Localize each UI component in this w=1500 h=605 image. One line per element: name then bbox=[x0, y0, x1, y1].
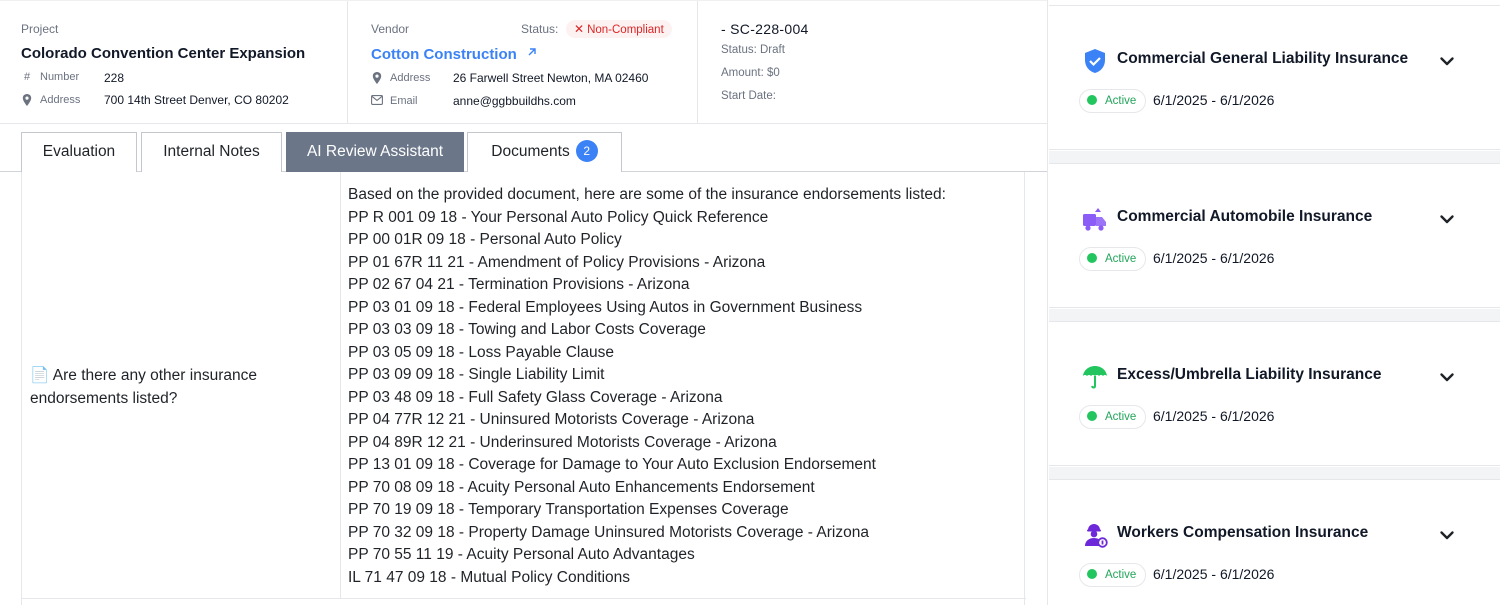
location-pin-icon bbox=[21, 94, 33, 109]
tab-documents[interactable] bbox=[467, 132, 622, 172]
question-cell bbox=[22, 172, 341, 598]
status-badge bbox=[1079, 247, 1146, 271]
tab-evaluation[interactable] bbox=[21, 132, 137, 172]
umbrella-icon bbox=[1081, 363, 1109, 391]
chevron-down-icon[interactable] bbox=[1438, 368, 1456, 386]
endorsement-line: PP 70 32 09 18 - Property Damage Uninsured Motorists Coverage - Arizona bbox=[348, 523, 869, 541]
card-gap bbox=[1049, 467, 1500, 479]
tab-label: Documents bbox=[491, 143, 570, 160]
chevron-down-icon[interactable] bbox=[1438, 210, 1456, 228]
endorsement-line: PP 03 09 09 18 - Single Liability Limit bbox=[348, 366, 605, 383]
shield-icon bbox=[1081, 47, 1109, 75]
details-header bbox=[0, 0, 1048, 124]
status-dot-icon bbox=[1087, 95, 1097, 105]
status-text: Active bbox=[1105, 253, 1137, 265]
insurance-card[interactable] bbox=[1049, 163, 1500, 308]
status-text: Active bbox=[1105, 569, 1137, 581]
endorsement-line: PP 03 01 09 18 - Federal Employees Using Autos in Government Business bbox=[348, 298, 863, 316]
endorsement-line: PP R 001 09 18 - Your Personal Auto Policy Quick Reference bbox=[348, 208, 769, 226]
truck-icon bbox=[1081, 205, 1109, 233]
endorsement-line: PP 03 05 09 18 - Loss Payable Clause bbox=[348, 343, 614, 361]
vendor-details bbox=[348, 1, 698, 124]
project-section-label: Project bbox=[21, 22, 59, 36]
vendor-section-label: Vendor bbox=[371, 22, 410, 36]
row-divider bbox=[22, 598, 1026, 599]
vendor-address-label: Address bbox=[390, 72, 431, 84]
x-icon: ✕ bbox=[574, 22, 585, 36]
external-link-icon[interactable] bbox=[526, 45, 538, 61]
envelope-icon bbox=[371, 95, 383, 108]
endorsement-line: PP 04 89R 12 21 - Underinsured Motorists Coverage - Arizona bbox=[348, 433, 777, 451]
question-text: Are there any other insurance endorsements listed? bbox=[30, 367, 257, 407]
vendor-address: 26 Farwell Street Newton, MA 02460 bbox=[453, 71, 649, 85]
endorsement-line: IL 71 47 09 18 - Mutual Policy Conditions bbox=[348, 568, 631, 586]
subcontract-status: Status: Draft bbox=[721, 44, 785, 56]
status-text: Active bbox=[1105, 95, 1137, 107]
card-gap bbox=[1049, 309, 1500, 321]
chevron-down-icon[interactable] bbox=[1438, 526, 1456, 544]
compliance-status-text: Non-Compliant bbox=[587, 24, 664, 36]
hash-icon: # bbox=[23, 71, 31, 83]
document-icon: 📄 bbox=[30, 367, 50, 384]
subcontract-start-date: Start Date: bbox=[721, 90, 776, 102]
insurance-title: Excess/Umbrella Liability Insurance bbox=[1117, 366, 1382, 383]
endorsement-line: PP 70 55 11 19 - Acuity Personal Auto Advantages bbox=[348, 546, 695, 563]
worker-icon bbox=[1081, 521, 1109, 549]
project-details bbox=[0, 1, 348, 124]
endorsement-line: PP 13 01 09 18 - Coverage for Damage to Your Auto Exclusion Endorsement bbox=[348, 456, 876, 473]
endorsement-line: PP 00 01R 09 18 - Personal Auto Policy bbox=[348, 231, 622, 248]
policy-date-range: 6/1/2025 - 6/1/2026 bbox=[1153, 250, 1275, 266]
vendor-status-label: Status: bbox=[521, 22, 559, 36]
tab-ai-review-assistant[interactable] bbox=[286, 132, 464, 172]
endorsement-line: PP 04 77R 12 21 - Uninsured Motorists Coverage - Arizona bbox=[348, 411, 755, 428]
vendor-email: anne@ggbbuildhs.com bbox=[453, 94, 576, 108]
status-dot-icon bbox=[1087, 569, 1097, 579]
subcontract-details bbox=[698, 1, 1048, 124]
documents-count-badge: 2 bbox=[576, 140, 598, 162]
review-question bbox=[30, 365, 330, 410]
endorsement-line: PP 03 03 09 18 - Towing and Labor Costs Coverage bbox=[348, 321, 706, 338]
compliance-status-badge bbox=[566, 20, 672, 38]
location-pin-icon bbox=[371, 72, 383, 87]
tab-bar bbox=[0, 124, 1048, 172]
insurance-title: Workers Compensation Insurance bbox=[1117, 524, 1369, 541]
insurance-title: Commercial Automobile Insurance bbox=[1117, 208, 1373, 225]
policy-date-range: 6/1/2025 - 6/1/2026 bbox=[1153, 92, 1275, 108]
project-address: 700 14th Street Denver, CO 80202 bbox=[104, 93, 289, 107]
ai-review-table bbox=[21, 172, 1025, 605]
tab-internal-notes[interactable] bbox=[141, 132, 282, 172]
answer-intro: Based on the provided document, here are some of the insurance endorsements listed: bbox=[348, 186, 946, 203]
subcontract-id: - SC-228-004 bbox=[721, 21, 809, 37]
endorsement-line: PP 02 67 04 21 - Termination Provisions - Arizona bbox=[348, 276, 690, 293]
insurance-card[interactable] bbox=[1049, 5, 1500, 150]
answer-cell bbox=[341, 172, 1025, 598]
policy-date-range: 6/1/2025 - 6/1/2026 bbox=[1153, 566, 1275, 582]
tab-label: Evaluation bbox=[42, 143, 116, 160]
insurance-title: Commercial General Liability Insurance bbox=[1117, 50, 1409, 67]
endorsement-line: PP 03 48 09 18 - Full Safety Glass Coverage - Arizona bbox=[348, 388, 723, 406]
project-name: Colorado Convention Center Expansion bbox=[21, 45, 306, 62]
review-answer bbox=[348, 184, 946, 589]
project-address-label: Address bbox=[40, 94, 81, 106]
vendor-email-label: Email bbox=[390, 95, 418, 107]
project-number-label: Number bbox=[40, 71, 80, 83]
chevron-down-icon[interactable] bbox=[1438, 52, 1456, 70]
insurance-panel bbox=[1049, 0, 1500, 605]
status-badge bbox=[1079, 89, 1146, 113]
subcontract-amount: Amount: $0 bbox=[721, 67, 780, 79]
status-dot-icon bbox=[1087, 411, 1097, 421]
endorsement-line: PP 70 08 09 18 - Acuity Personal Auto Enhancements Endorsement bbox=[348, 478, 815, 496]
endorsement-line: PP 01 67R 11 21 - Amendment of Policy Provisions - Arizona bbox=[348, 253, 766, 271]
insurance-card[interactable] bbox=[1049, 321, 1500, 466]
tab-label: AI Review Assistant bbox=[306, 143, 444, 160]
vendor-name-link[interactable]: Cotton Construction bbox=[371, 46, 517, 63]
policy-date-range: 6/1/2025 - 6/1/2026 bbox=[1153, 408, 1275, 424]
tab-label: Internal Notes bbox=[163, 143, 260, 160]
insurance-card[interactable] bbox=[1049, 479, 1500, 605]
endorsement-line: PP 70 19 09 18 - Temporary Transportation Expenses Coverage bbox=[348, 501, 789, 518]
status-badge bbox=[1079, 405, 1146, 429]
status-dot-icon bbox=[1087, 253, 1097, 263]
card-gap bbox=[1049, 151, 1500, 163]
status-badge bbox=[1079, 563, 1146, 587]
status-text: Active bbox=[1105, 411, 1137, 423]
project-number: 228 bbox=[104, 71, 125, 85]
